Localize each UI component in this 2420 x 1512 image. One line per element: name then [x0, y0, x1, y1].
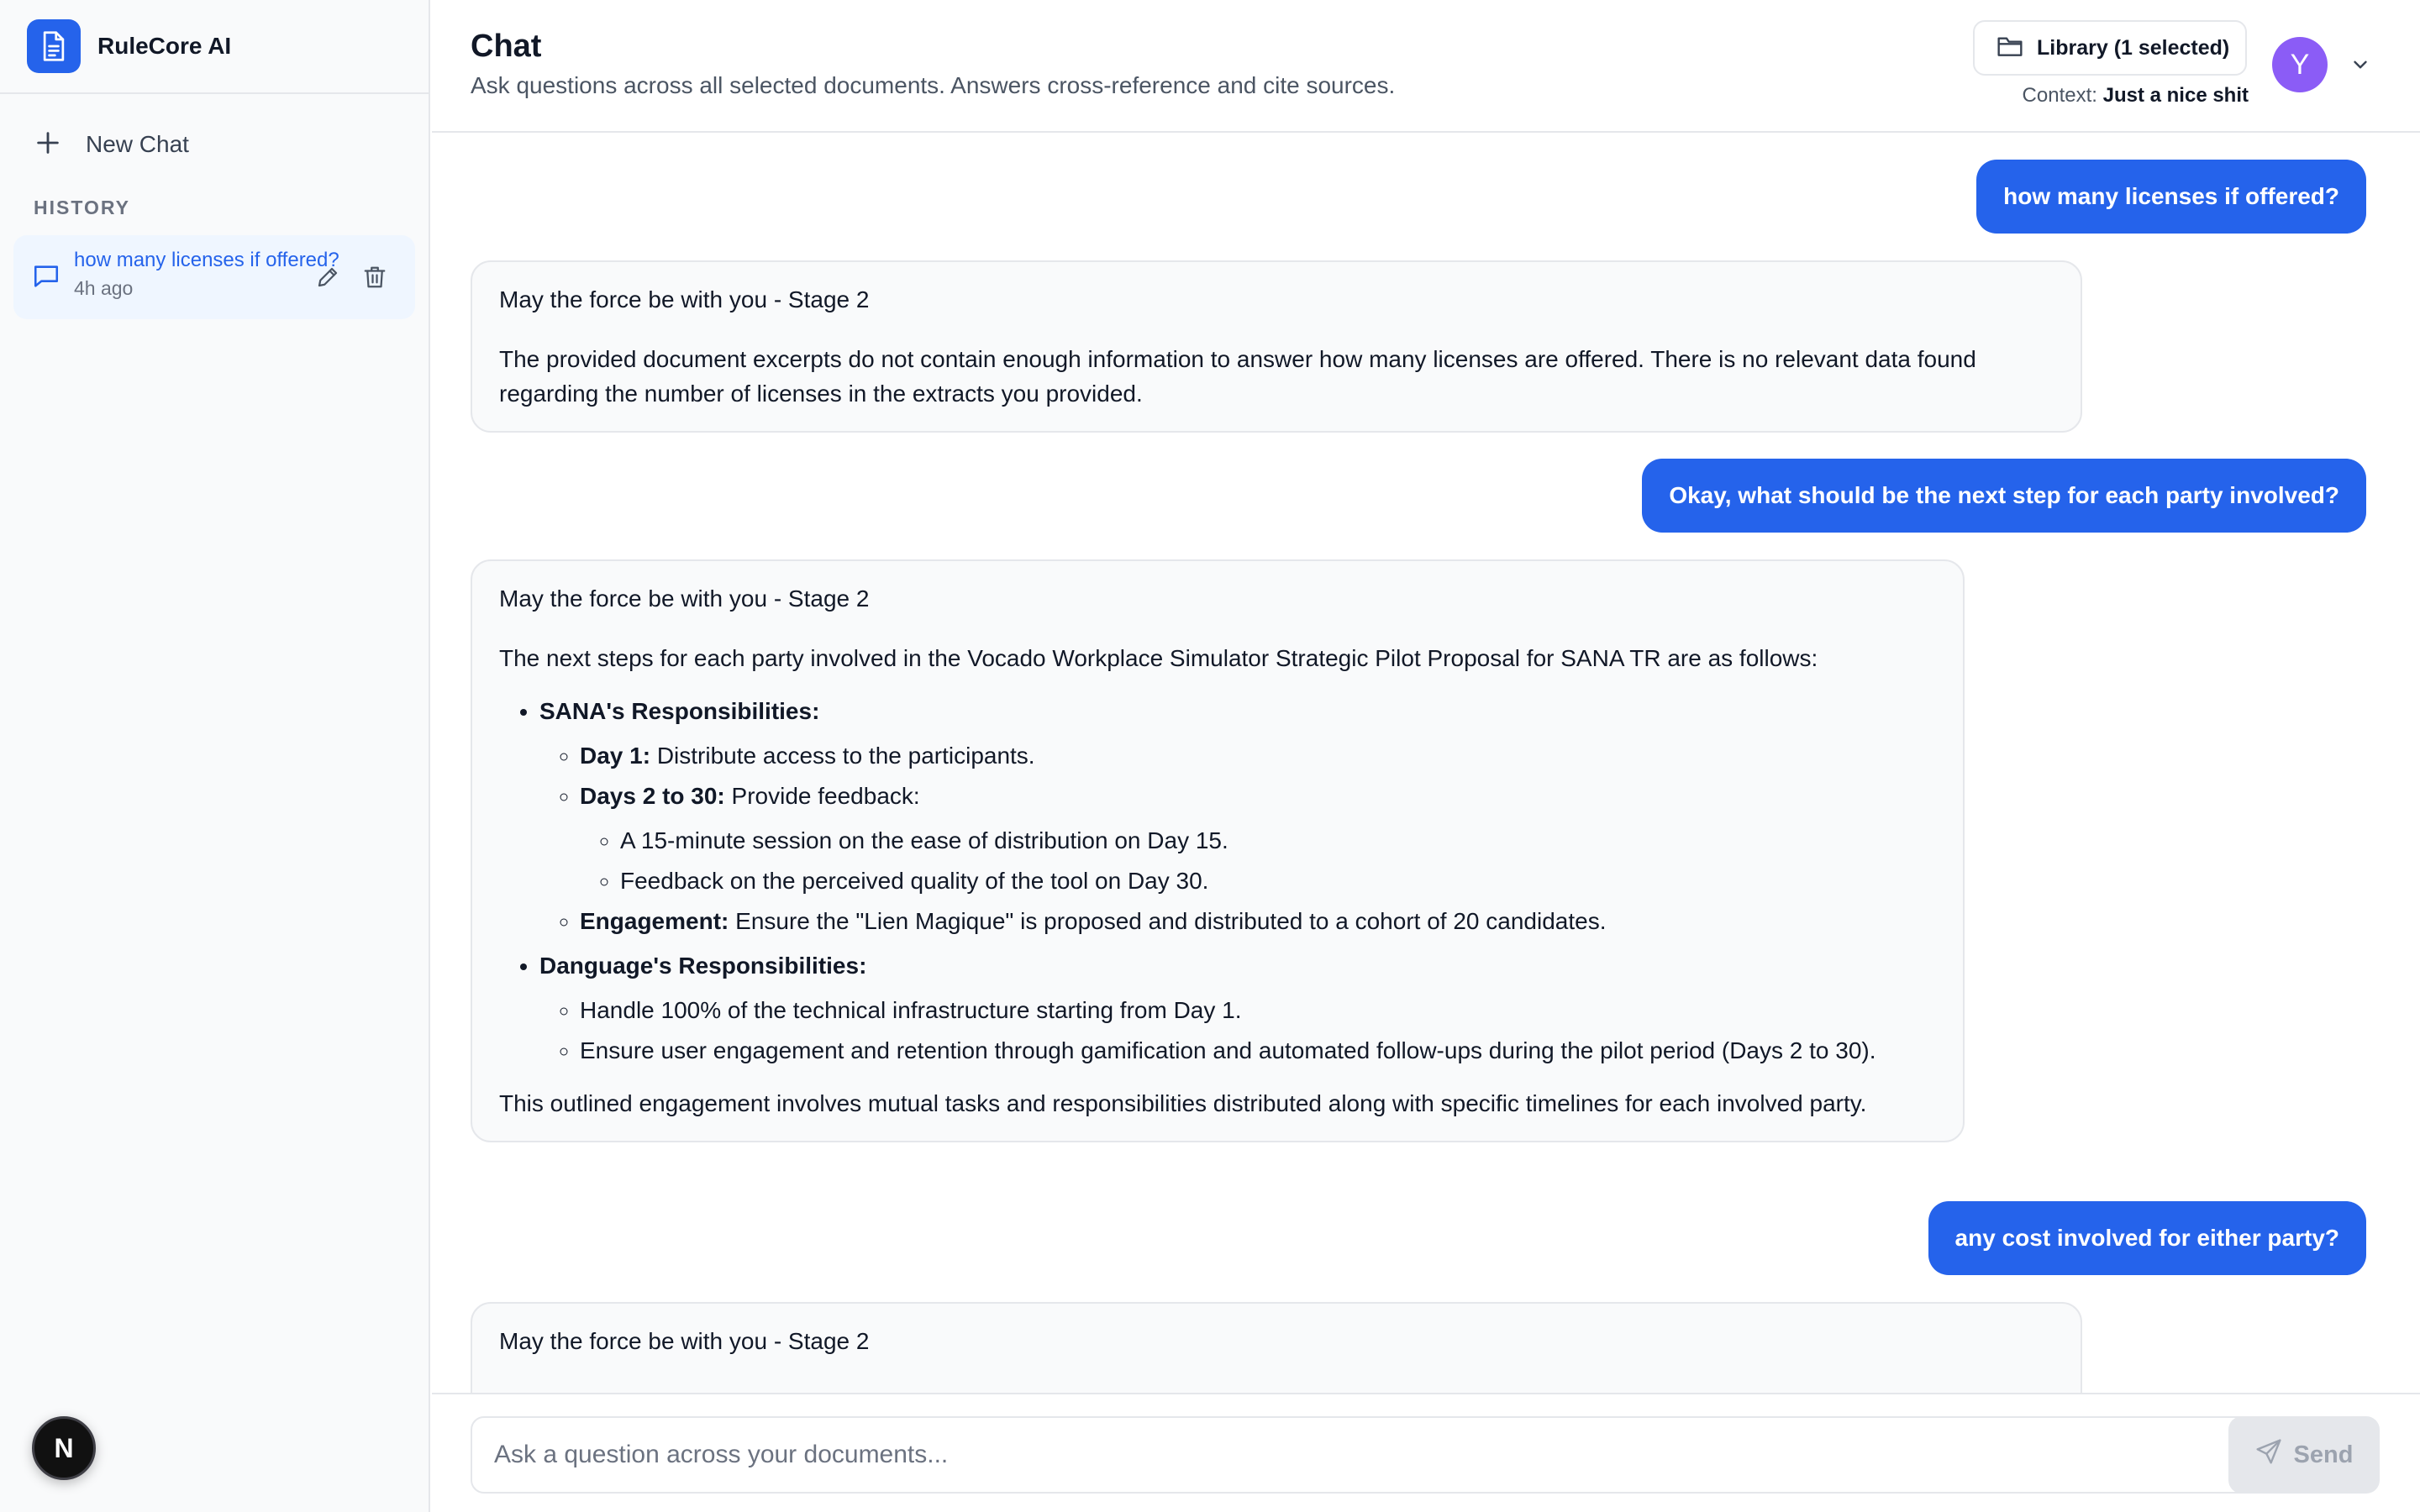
sidebar [0, 0, 430, 1512]
avatar[interactable]: Y [2272, 37, 2328, 92]
folder-icon [1996, 34, 2023, 62]
answer-source: May the force be with you - Stage 2 [499, 585, 870, 612]
user-message: any cost involved for either party? [1928, 1201, 2366, 1275]
list-item: ◦ Ensure user engagement and retention through gamification and automated follow-ups during the pilot period (Days 2 to 30). [580, 1033, 1936, 1068]
chat-header [432, 0, 2420, 133]
context-value: Just a nice shit [2102, 84, 2249, 107]
chat-bubble-icon [32, 262, 60, 295]
context-indicator [2013, 84, 2249, 108]
page-title: Chat [471, 29, 542, 64]
pencil-icon[interactable] [309, 259, 346, 296]
assistant-message [471, 559, 1965, 1142]
responsibilities-list [539, 694, 1936, 1068]
item-text: Distribute access to the participants. [650, 743, 1035, 769]
answer-intro: The next steps for each party involved in the Vocado Workplace Simulator Strategic Pilot Proposal for SANA TR are as follows: [499, 645, 1818, 671]
assistant-message [471, 260, 2082, 433]
sublist [580, 993, 1936, 1068]
answer-conclusion: This outlined engagement involves mutual tasks and responsibilities distributed along with specific timelines for each involved party. [499, 1090, 1867, 1116]
trash-icon[interactable] [356, 259, 393, 296]
list-heading: SANA's Responsibilities: [539, 698, 820, 724]
sublist [620, 823, 1936, 898]
item-label: Days 2 to 30: [580, 783, 725, 809]
question-input[interactable] [471, 1416, 2255, 1494]
item-label: Engagement: [580, 908, 729, 934]
send-label: Send [2293, 1441, 2354, 1468]
new-chat-label: New Chat [86, 131, 189, 157]
list-item [580, 779, 1936, 898]
app-name: RuleCore AI [97, 33, 232, 59]
user-message: how many licenses if offered? [1976, 160, 2366, 234]
list-item: ◦ Handle 100% of the technical infrastructure starting from Day 1. [580, 993, 1936, 1027]
dev-tools-badge[interactable]: N [32, 1416, 96, 1480]
list-item [539, 694, 1936, 938]
sublist [580, 738, 1936, 938]
item-text: Provide feedback: [724, 783, 920, 809]
item-text: Ensure the "Lien Magique" is proposed and distributed to a cohort of 20 candidates. [729, 908, 1607, 934]
plus-icon [34, 129, 62, 161]
history-item[interactable] [13, 235, 415, 319]
item-label: Day 1: [580, 743, 651, 769]
answer-source: May the force be with you - Stage 2 [499, 286, 870, 312]
answer-text: The provided document excerpts do not contain enough information to answer how many licenses are offered. There is no relevant data found regarding the number of licenses in the extracts you provided. [499, 346, 1976, 407]
list-item: ◦ Feedback on the perceived quality of the tool on Day 30. [620, 864, 1936, 898]
context-label: Context: [2022, 84, 2097, 107]
brand [0, 0, 429, 94]
composer [432, 1393, 2420, 1512]
document-icon [27, 19, 81, 73]
history-item-title: how many licenses if offered? [74, 249, 339, 271]
history-heading: HISTORY [34, 197, 130, 218]
list-item [539, 948, 1936, 1068]
message-list[interactable] [432, 134, 2420, 1393]
send-icon [2255, 1438, 2282, 1472]
list-item [580, 738, 1936, 773]
history-item-time: 4h ago [74, 277, 134, 299]
new-chat-button[interactable] [27, 118, 397, 171]
list-heading: Danguage's Responsibilities: [539, 953, 867, 979]
list-item [580, 904, 1936, 938]
chevron-down-icon[interactable] [2349, 54, 2371, 80]
answer-source: May the force be with you - Stage 2 [499, 1328, 870, 1354]
library-button[interactable] [1973, 20, 2247, 76]
send-button[interactable] [2228, 1416, 2380, 1494]
user-message: Okay, what should be the next step for each party involved? [1642, 459, 2366, 533]
page-subtitle: Ask questions across all selected documents. Answers cross-reference and cite sources. [471, 72, 1396, 98]
list-item: ◦ A 15-minute session on the ease of distribution on Day 15. [620, 823, 1936, 858]
library-label: Library (1 selected) [2037, 35, 2230, 60]
